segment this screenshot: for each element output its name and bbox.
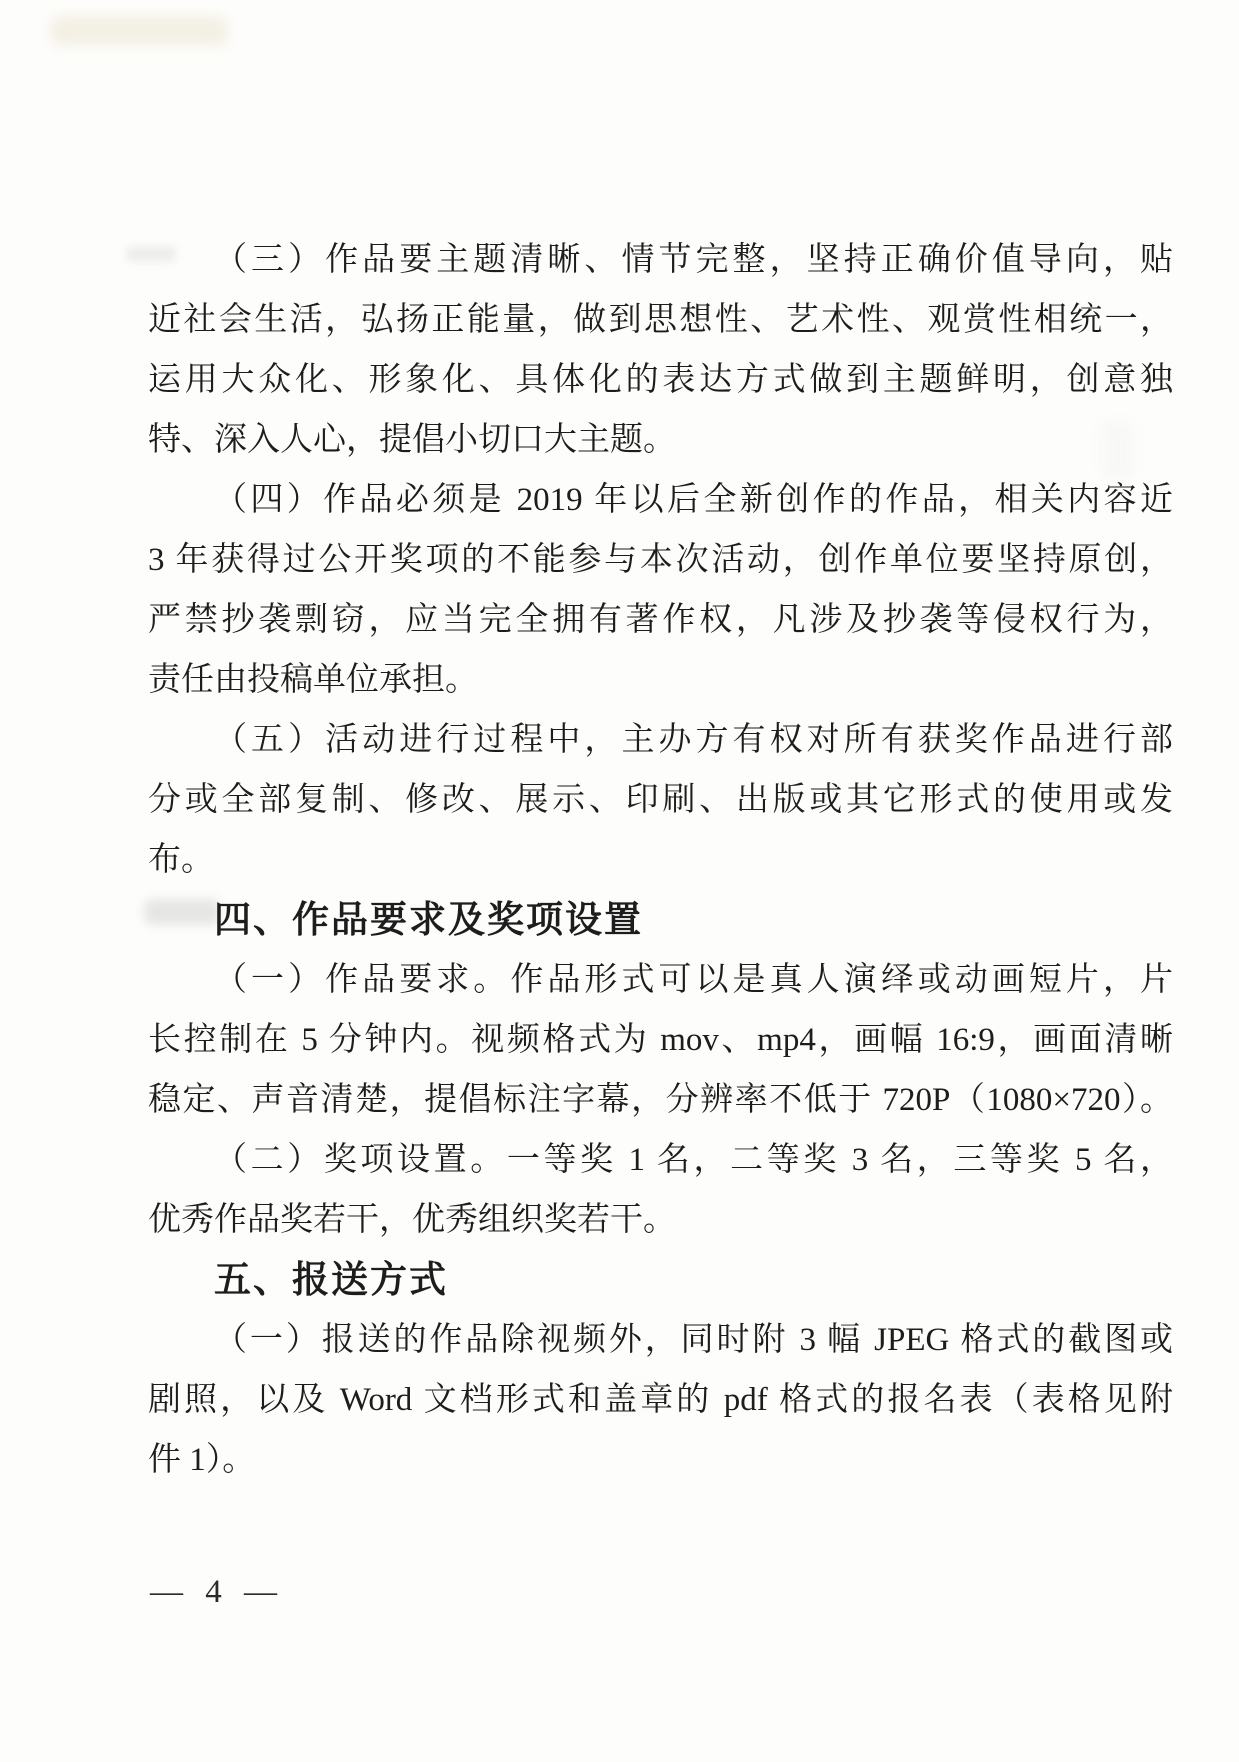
text-line: 稳定、声音清楚，提倡标注字幕，分辨率不低于 720P（1080×720）。 — [148, 1082, 1173, 1118]
page-number: — 4 — — [150, 1574, 277, 1610]
text-line: 责任由投稿单位承担。 — [148, 662, 478, 698]
text-line: 剧照，以及 Word 文档形式和盖章的 pdf 格式的报名表（表格见附 — [148, 1382, 1173, 1418]
text-line: 布。 — [148, 842, 214, 878]
text-line: 长控制在 5 分钟内。视频格式为 mov、mp4，画幅 16:9，画面清晰 — [148, 1022, 1173, 1058]
text-line: 分或全部复制、修改、展示、印刷、出版或其它形式的使用或发 — [148, 782, 1173, 818]
text-line: （二）奖项设置。一等奖 1 名，二等奖 3 名，三等奖 5 名， — [214, 1142, 1173, 1178]
text-line: 严禁抄袭剽窃，应当完全拥有著作权，凡涉及抄袭等侵权行为， — [148, 602, 1173, 638]
scan-artifact-smudge — [50, 16, 228, 46]
text-line: （一）作品要求。作品形式可以是真人演绎或动画短片，片 — [214, 962, 1173, 998]
text-line: （四）作品必须是 2019 年以后全新创作的作品，相关内容近 — [214, 482, 1173, 518]
section-heading: 五、报送方式 — [214, 1259, 448, 1300]
text-line: 3 年获得过公开奖项的不能参与本次活动，创作单位要坚持原创， — [148, 542, 1173, 578]
text-line: 近社会生活，弘扬正能量，做到思想性、艺术性、观赏性相统一， — [148, 302, 1173, 338]
text-line: （五）活动进行过程中，主办方有权对所有获奖作品进行部 — [214, 722, 1173, 758]
text-line: 件 1）。 — [148, 1442, 256, 1478]
text-line: （三）作品要主题清晰、情节完整，坚持正确价值导向，贴 — [214, 242, 1173, 278]
text-line: 优秀作品奖若干，优秀组织奖若干。 — [148, 1202, 676, 1238]
text-line: 运用大众化、形象化、具体化的表达方式做到主题鲜明，创意独 — [148, 362, 1173, 398]
section-heading: 四、作品要求及奖项设置 — [214, 899, 643, 940]
document-body — [148, 230, 1173, 1490]
text-line: 特、深入人心，提倡小切口大主题。 — [148, 422, 676, 458]
text-line: （一）报送的作品除视频外，同时附 3 幅 JPEG 格式的截图或 — [214, 1322, 1173, 1358]
